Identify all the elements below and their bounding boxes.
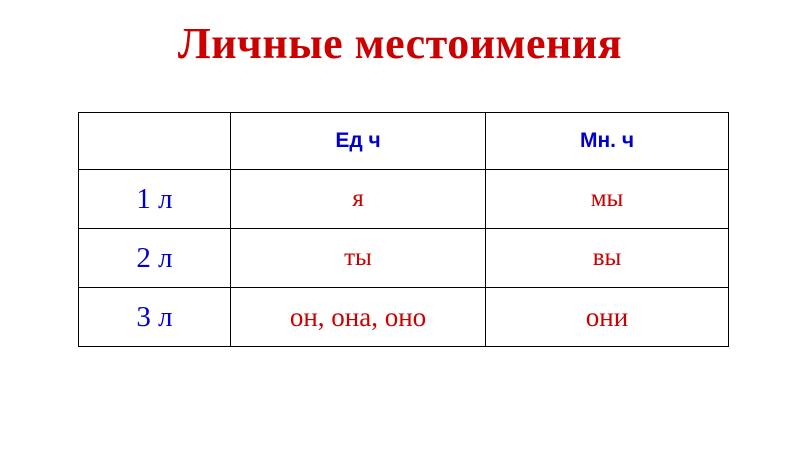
cell-third-person-singular: он, она, оно: [231, 288, 486, 347]
table-row: [79, 288, 729, 347]
table-header-row: [79, 113, 729, 170]
column-header-singular: Ед ч: [231, 113, 486, 170]
page-title: Личные местоимения: [177, 19, 623, 68]
cell-first-person-singular: я: [231, 170, 486, 229]
column-header-plural: Мн. ч: [486, 113, 729, 170]
cell-second-person-plural: вы: [486, 229, 729, 288]
row-label-third-person: 3 л: [79, 288, 231, 347]
pronoun-table-container: [78, 112, 728, 347]
pronoun-table: [78, 112, 729, 347]
cell-first-person-plural: мы: [486, 170, 729, 229]
table-row: [79, 170, 729, 229]
row-label-first-person: 1 л: [79, 170, 231, 229]
table-row: [79, 229, 729, 288]
row-label-second-person: 2 л: [79, 229, 231, 288]
table-corner-cell: [79, 113, 231, 170]
cell-second-person-singular: ты: [231, 229, 486, 288]
cell-third-person-plural: они: [486, 288, 729, 347]
